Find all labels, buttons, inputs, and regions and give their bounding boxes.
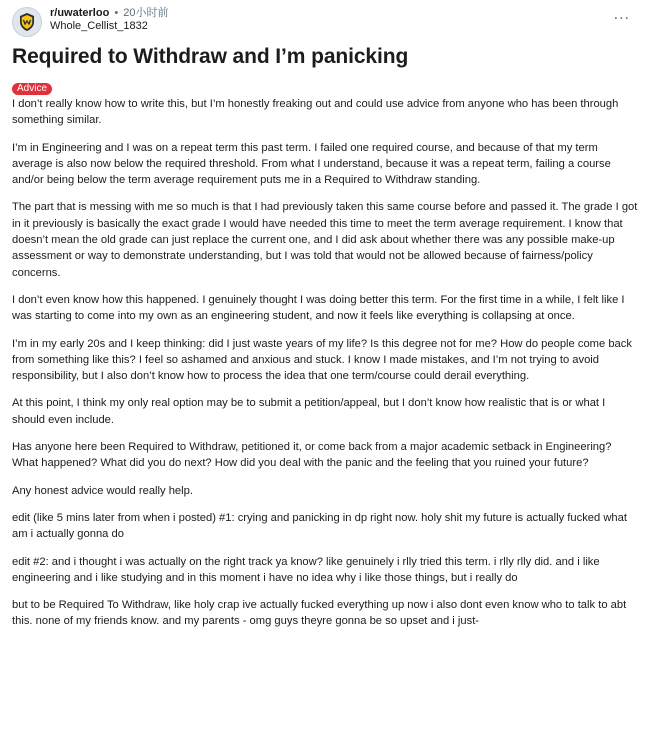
author-link[interactable]: Whole_Cellist_1832 <box>50 20 148 32</box>
body-paragraph: edit (like 5 mins later from when i posted) #1: crying and panicking in dp right now. holy shit my future is actually fucked what am i actually gonna do <box>12 511 627 541</box>
meta-separator: • <box>114 7 119 19</box>
post-title: Required to Withdraw and I’m panicking <box>12 45 409 68</box>
subreddit-link[interactable]: r/uwaterloo <box>50 7 110 19</box>
more-options-icon[interactable]: ... <box>613 6 630 23</box>
body-paragraph: I don’t even know how this happened. I genuinely thought I was doing better this term. For the first time in a while, I felt like I was starting to come into my own as an engineering student, and now it feels like everything is collapsing at once. <box>12 293 625 323</box>
body-paragraph: Any honest advice would really help. <box>12 484 193 497</box>
uwaterloo-logo-icon <box>16 11 38 33</box>
post-body <box>12 96 638 630</box>
body-paragraph: At this point, I think my only real option may be to submit a petition/appeal, but I don’t know how realistic that is or what I should even include. <box>12 397 606 426</box>
body-paragraph: but to be Required To Withdraw, like holy crap ive actually fucked everything up now i also dont even know who to talk to abt this. none of my friends know. and my parents - omg guys theyre gonna be so upset and i just- <box>12 599 627 628</box>
post-meta <box>50 7 169 33</box>
body-paragraph: The part that is messing with me so much is that I had previously taken this same course before and passed it. The grade I got in it previously is basically the exact grade I would have needed this time to meet the term average requirement. I know that doesn’t mean the old grade can just replace the current one, and I did ask about whether there was any possible make-up assessment or way to demonstrate understanding, but I was told that would not be allowed because of fairness/policy concerns. <box>12 201 638 279</box>
body-paragraph: edit #2: and i thought i was actually on the right track ya know? like genuinely i rlly tried this term. i rlly rlly did. and i like engineering and i like studying and in this moment i have no idea why i like those things, but i really do <box>12 555 600 584</box>
post-header <box>12 6 638 44</box>
body-paragraph: I’m in Engineering and I was on a repeat term this past term. I failed one required course, and because of that my term average is also now below the required threshold. From what I understand, because it was a repeat term, failing a course and/or being below the term average requirement puts me in a Required to Withdraw standing. <box>12 141 611 187</box>
body-paragraph: Has anyone here been Required to Withdraw, petitioned it, or come back from a major academic setback in Engineering? What happened? What did you do next? How did you deal with the panic and the feeling that you ruined your future? <box>12 441 612 470</box>
post-timestamp: 20小时前 <box>123 7 169 19</box>
subreddit-avatar[interactable] <box>12 7 42 37</box>
body-paragraph: I don’t really know how to write this, but I’m honestly freaking out and could use advice from anyone who has been through something similar. <box>12 98 619 127</box>
body-paragraph: I’m in my early 20s and I keep thinking: did I just waste years of my life? Is this degree not for me? How do people come back from something like this? I feel so ashamed and anxious and stuck. I know I made mistakes, and I’m not trying to avoid responsibility, but I also don’t know how to process the idea that one term/course could derail everything. <box>12 337 632 383</box>
post-flair-badge[interactable]: Advice <box>12 83 52 95</box>
